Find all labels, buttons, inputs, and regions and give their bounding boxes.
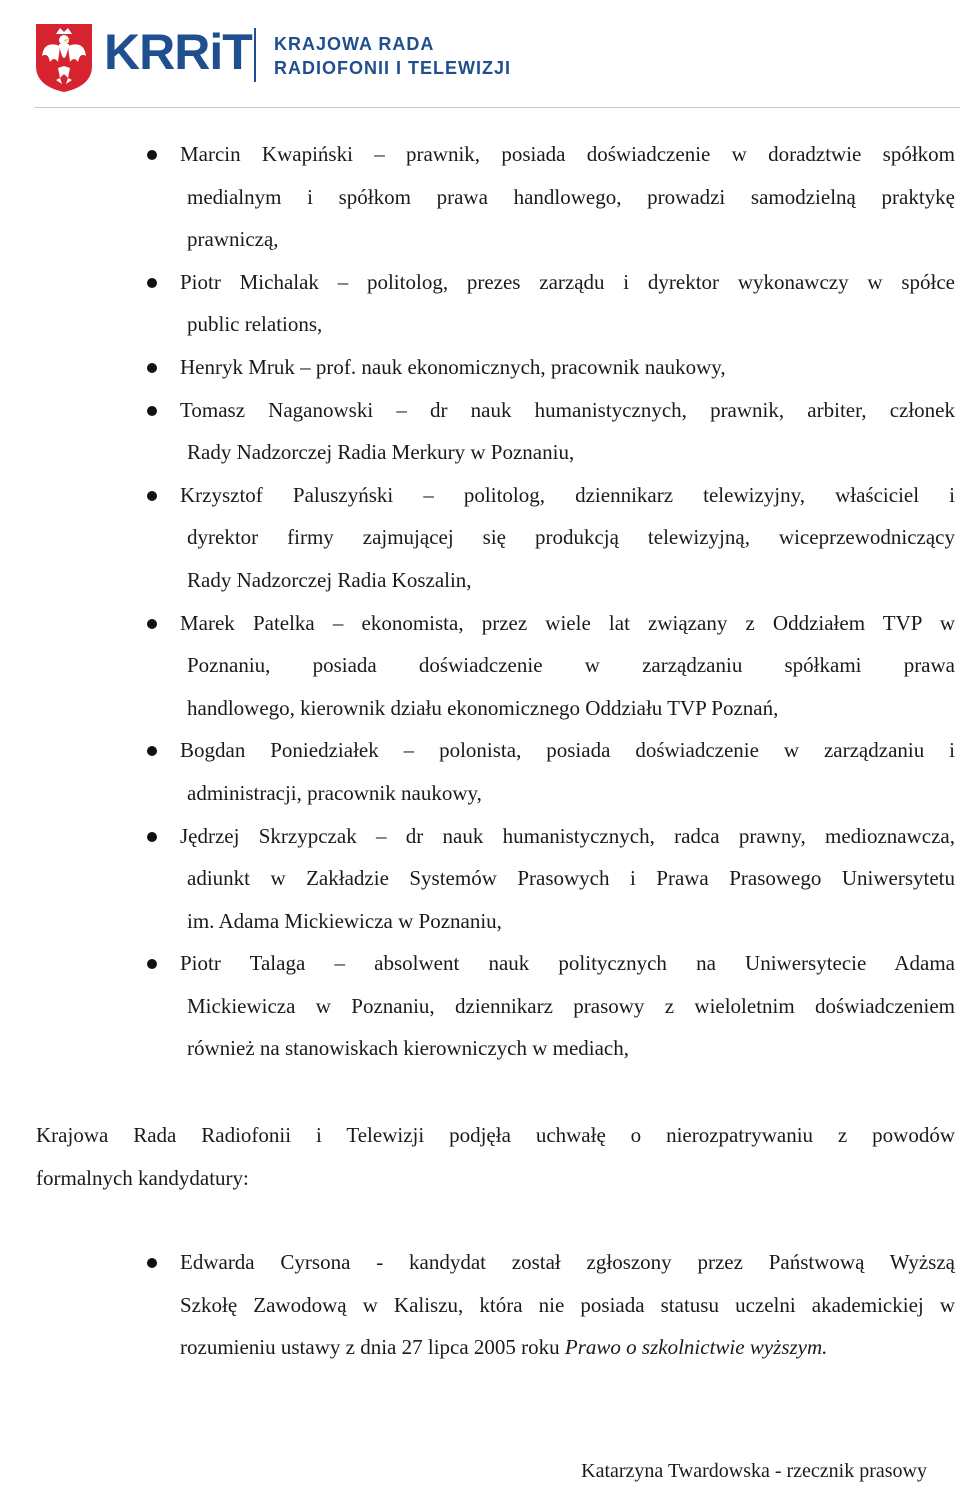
candidate-text-line: handlowego, kierownik działu ekonomicznego Oddziału TVP Poznań, (187, 695, 779, 720)
candidate-item (0, 133, 960, 261)
bullet-icon (147, 746, 157, 756)
bullet-icon (147, 406, 157, 416)
rejected-text-line (180, 1326, 955, 1369)
press-spokesperson-signature: Katarzyna Twardowska - rzecznik prasowy (581, 1460, 927, 1482)
institution-name-line2: RADIOFONII I TELEWIZJI (274, 58, 511, 78)
act-title-italic: Prawo o szkolnictwie wyższym. (564, 1335, 828, 1360)
candidate-text-line: im. Adama Mickiewicza w Poznaniu, (187, 908, 502, 933)
candidate-item (0, 346, 960, 389)
candidate-text-line: medialnym i spółkom prawa handlowego, prowadzi samodzielną praktykę (187, 184, 955, 209)
candidate-item (0, 942, 960, 1070)
rejected-candidate-item (0, 1241, 960, 1369)
candidate-text-line: dyrektor firmy zajmującej się produkcją telewizyjną, wiceprzewodniczący (187, 525, 955, 550)
resolution-text-line: Krajowa Rada Radiofonii i Telewizji podjęła uchwałę o nierozpatrywaniu z powodów (36, 1123, 955, 1147)
candidate-text-line: Bogdan Poniedziałek – polonista, posiada doświadczenie w zarządzaniu i (180, 738, 955, 763)
krrit-logo: KRRiT (104, 24, 252, 80)
candidate-text-line: administracji, pracownik naukowy, (187, 780, 482, 805)
bullet-icon (147, 1258, 157, 1268)
candidate-text-line: adiunkt w Zakładzie Systemów Prasowych i Prawa Prasowego Uniwersytetu (187, 866, 955, 891)
candidate-text-line: prawniczą, (187, 227, 279, 252)
candidate-item (0, 729, 960, 814)
candidate-text-line: Tomasz Naganowski – dr nauk humanistycznych, prawnik, arbiter, członek (180, 397, 955, 422)
bullet-icon (147, 832, 157, 842)
candidate-text-line: Krzysztof Paluszyński – politolog, dziennikarz telewizyjny, właściciel i (180, 482, 955, 507)
rejected-text-line: Edwarda Cyrsona - kandydat został zgłoszony przez Państwową Wyższą (180, 1250, 955, 1274)
candidate-text-line: Piotr Talaga – absolwent nauk politycznych na Uniwersytecie Adama (180, 951, 955, 976)
bullet-icon (147, 363, 157, 373)
bullet-icon (147, 150, 157, 160)
bullet-icon (147, 491, 157, 501)
candidate-text-line: Marek Patelka – ekonomista, przez wiele lat związany z Oddziałem TVP w (180, 610, 955, 635)
candidate-text-line: Mickiewicza w Poznaniu, dziennikarz prasowy z wieloletnim doświadczeniem (187, 993, 955, 1018)
resolution-text-line: formalnych kandydatury: (36, 1165, 249, 1190)
candidate-text-line: Rady Nadzorczej Radia Koszalin, (187, 567, 472, 592)
resolution-paragraph (36, 1114, 955, 1199)
candidate-list (0, 133, 960, 1070)
rejected-text-line: Szkołę Zawodową w Kaliszu, która nie posiada statusu uczelni akademickiej w (180, 1292, 955, 1317)
candidate-text-line: Marcin Kwapiński – prawnik, posiada doświadczenie w doradztwie spółkom (180, 142, 955, 166)
polish-eagle-emblem-icon (34, 22, 94, 94)
page-header (0, 0, 960, 110)
bullet-icon (147, 619, 157, 629)
candidate-text-line: Piotr Michalak – politolog, prezes zarządu i dyrektor wykonawczy w spółce (180, 269, 955, 294)
bullet-icon (147, 278, 157, 288)
candidate-item (0, 389, 960, 474)
candidate-text-line: Henryk Mruk – prof. nauk ekonomicznych, pracownik naukowy, (180, 354, 726, 379)
header-divider (34, 107, 960, 108)
candidate-text-line: również na stanowiskach kierowniczych w mediach, (187, 1036, 630, 1061)
rejected-text-plain: rozumieniu ustawy z dnia 27 lipca 2005 roku (180, 1335, 565, 1360)
candidate-item (0, 815, 960, 943)
candidate-item (0, 261, 960, 346)
institution-name-line1: KRAJOWA RADA (274, 34, 435, 54)
candidate-text-line: public relations, (187, 312, 323, 337)
candidate-text-line: Rady Nadzorczej Radia Merkury w Poznaniu, (187, 440, 575, 465)
candidate-text-line: Jędrzej Skrzypczak – dr nauk humanistycznych, radca prawny, medioznawcza, (180, 823, 955, 848)
rejected-candidate-list (0, 1241, 960, 1369)
candidate-item (0, 602, 960, 730)
candidate-item (0, 474, 960, 602)
candidate-text-line: Poznaniu, posiada doświadczenie w zarządzaniu spółkami prawa (187, 653, 955, 678)
logo-divider (254, 28, 256, 82)
bullet-icon (147, 959, 157, 969)
